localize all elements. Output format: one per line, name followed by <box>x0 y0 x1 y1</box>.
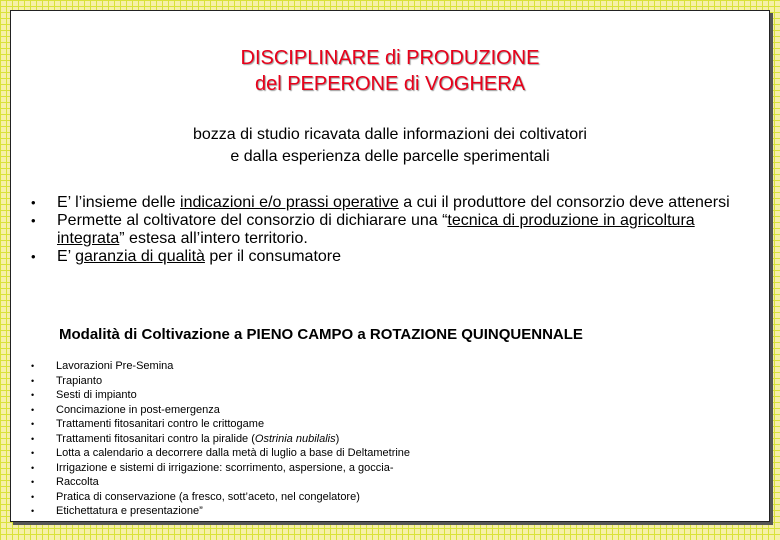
underlined-text: garanzia di qualità <box>75 248 205 265</box>
list-item: • Trattamenti fitosanitari contro la piralide (Ostrinia nubilalis) <box>31 432 340 445</box>
subtitle-line-2: e dalla esperienza delle parcelle sperimentali <box>230 148 550 165</box>
key-points-list <box>31 194 731 266</box>
bullet-icon: • <box>31 195 36 210</box>
list-item: • Trapianto <box>31 374 103 387</box>
bullet-icon: • <box>31 419 35 429</box>
list-item: • Concimazione in post-emergenza <box>31 403 220 416</box>
underlined-text: tecnica di produzione in agricoltura integrata <box>57 212 695 247</box>
bullet-icon: • <box>31 506 35 516</box>
list-item: • Trattamenti fitosanitari contro le crittogame <box>31 418 265 430</box>
species-name: Ostrinia nubilalis <box>254 432 336 445</box>
list-item: • E’ garanzia di qualità per il consumatore <box>31 248 342 265</box>
bullet-icon: • <box>31 433 35 444</box>
list-item: • Lotta a calendario a decorrere dalla metà di luglio a base di Deltametrine <box>31 447 411 459</box>
list-item: • Irrigazione e sistemi di irrigazione: scorrimento, aspersione, a goccia- <box>31 461 394 474</box>
page-title <box>11 45 769 97</box>
title-line-2: del PEPERONE di VOGHERA <box>254 73 526 95</box>
bullet-icon: • <box>31 375 35 386</box>
subtitle <box>11 124 769 168</box>
list-item: • Sesti di impianto <box>31 389 137 401</box>
bullet-icon: • <box>31 462 35 473</box>
underlined-text: indicazioni e/o prassi operative <box>180 194 399 211</box>
subtitle-line-1: bozza di studio ricavata dalle informazioni dei coltivatori <box>193 126 587 143</box>
list-item: • Pratica di conservazione (a fresco, sott’aceto, nel congelatore) <box>31 490 360 503</box>
list-item: • Permette al coltivatore del consorzio di dichiarare una “tecnica di produzione in agricoltura integrata” estesa all’intero territorio. <box>31 212 695 247</box>
title-line-1: DISCIPLINARE di PRODUZIONE <box>240 47 540 69</box>
cultivation-steps-list <box>31 359 751 519</box>
bullet-icon: • <box>31 361 35 371</box>
list-item: • Etichettatura e presentazione” <box>31 505 203 517</box>
list-item: • E’ l’insieme delle indicazioni e/o prassi operative a cui il produttore del consorzio deve attenersi <box>31 194 730 211</box>
list-item: • Lavorazioni Pre-Semina <box>31 360 174 372</box>
bullet-icon: • <box>31 249 36 264</box>
slide <box>10 10 770 522</box>
bullet-icon: • <box>31 404 35 415</box>
bullet-icon: • <box>31 477 35 487</box>
list-item: • Raccolta <box>31 476 99 488</box>
bullet-icon: • <box>31 213 36 228</box>
bullet-icon: • <box>31 448 35 458</box>
section-heading: Modalità di Coltivazione a PIENO CAMPO a ROTAZIONE QUINQUENNALE <box>59 326 583 343</box>
bullet-icon: • <box>31 491 35 502</box>
bullet-icon: • <box>31 390 35 400</box>
